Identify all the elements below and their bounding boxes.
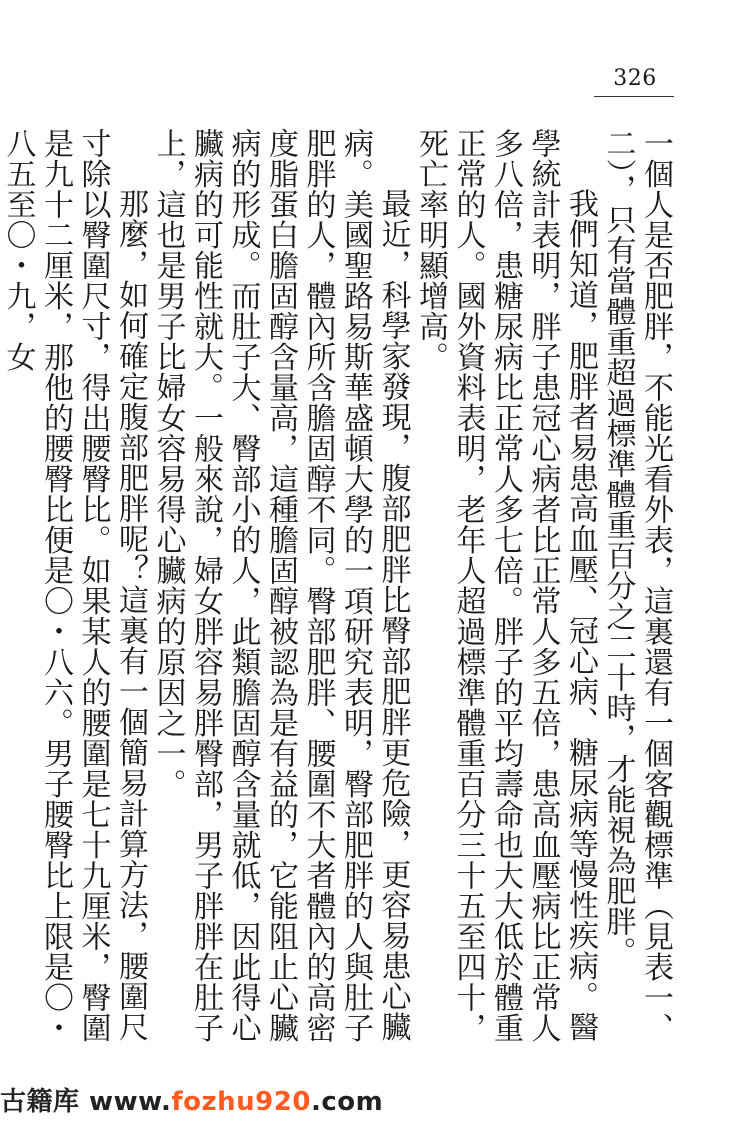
watermark-prefix: 古籍库 www. xyxy=(0,1087,172,1117)
page-number: 326 xyxy=(613,66,657,91)
body-text xyxy=(0,128,674,1058)
watermark-suffix: .com xyxy=(310,1087,384,1117)
header-rule xyxy=(594,96,674,97)
watermark-highlight: fozhu920 xyxy=(171,1087,311,1117)
paragraph-4: 那麼，如何確定腹部肥胖呢？這裏有一個簡易計算方法，腰圍尺寸除以臀圍尺寸，得出腰臀比。如果某人的腰圍是七十九厘米，臀圍是九十二厘米，那他的腰臀比便是〇・八六。男子腰臀比上限是〇・八五至〇・九，女 xyxy=(0,128,148,1043)
paragraph-1: 一個人是否肥胖，不能光看外表，這裏還有一個客觀標準（見表一、二），只有當體重超過標準體重百分之二十時，才能視為肥胖。 xyxy=(600,128,673,1043)
paragraph-3: 最近，科學家發現，腹部肥胖比臀部肥胖更危險，更容易患心臟病。美國聖路易斯華盛頓大學的一項研究表明，臀部肥胖的人與肚子肥胖的人，體內所含膽固醇不同。臀部肥胖、腰圍不大者體內的高密度脂蛋白膽固醇含量高，這種膽固醇被認為是有益的，它能阻止心臟病的形成。而肚子大、臀部小的人，此類膽固醇含量就低，因此得心臟病的可能性就大。一般來說，婦女胖容易胖臀部，男子胖胖在肚子上，這也是男子比婦女容易得心臟病的原因之一。 xyxy=(150,128,411,1043)
paragraph-2: 我們知道，肥胖者易患高血壓、冠心病、糖尿病等慢性疾病。醫學統計表明，胖子患冠心病者比正常人多五倍，患高血壓病比正常人多八倍，患糖尿病比正常人多七倍。胖子的平均壽命也大大低於體重正常的人。國外資料表明，老年人超過標準體重百分三十五至四十，死亡率明顯增高。 xyxy=(413,128,598,1043)
watermark xyxy=(0,1082,383,1122)
